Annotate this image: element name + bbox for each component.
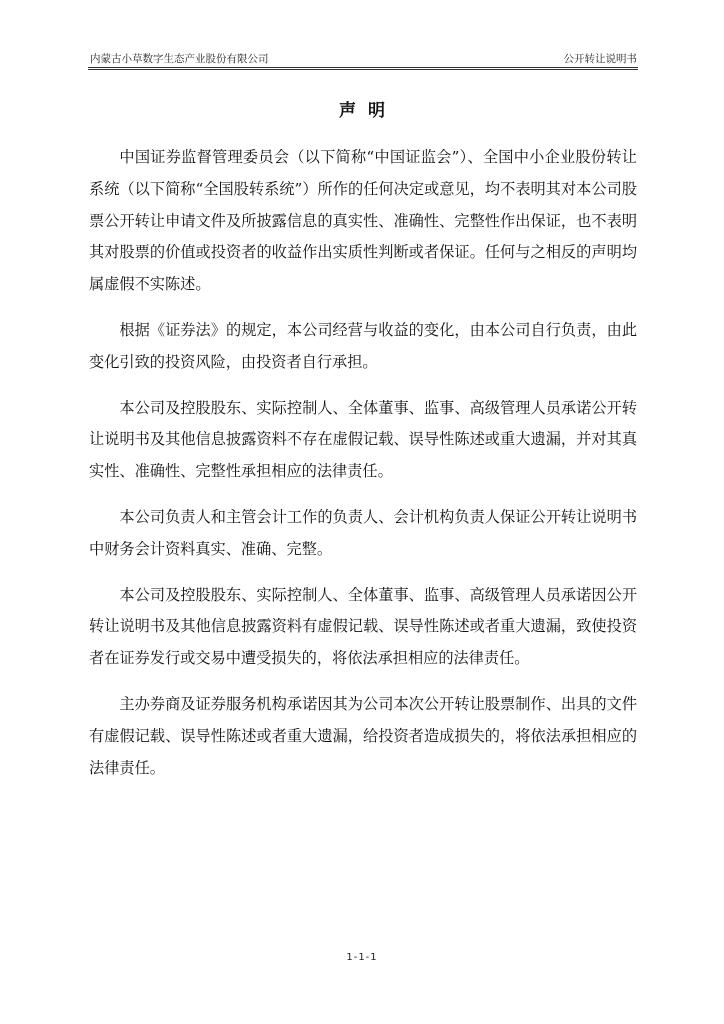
header-divider: [88, 67, 638, 70]
header-company-name: 内蒙古小草数字生态产业股份有限公司: [90, 53, 269, 65]
page-title: 声明: [339, 101, 397, 121]
page-header: [90, 52, 637, 68]
paragraph-5: 本公司及控股股东、实际控制人、全体董事、监事、高级管理人员承诺因公开转让说明书及其他信息披露资料有虚假记载、误导性陈述或者重大遗漏，致使投资者在证券发行或交易中遭受损失的，将依法承担相应的法律责任。: [89, 585, 637, 668]
paragraph-1: 中国证券监督管理委员会（以下简称“中国证监会”）、全国中小企业股份转让系统（以下简称“全国股转系统”）所作的任何决定或意见，均不表明其对本公司股票公开转让申请文件及所披露信息的真实性、准确性、完整性作出保证，也不表明其对股票的价值或投资者的收益作出实质性判断或者保证。任何与之相反的声明均属虚假不实陈述。: [89, 148, 637, 294]
paragraph-3: 本公司及控股股东、实际控制人、全体董事、监事、高级管理人员承诺公开转让说明书及其他信息披露资料不存在虚假记载、误导性陈述或重大遗漏，并对其真实性、准确性、完整性承担相应的法律责任。: [89, 398, 637, 481]
paragraph-6: 主办券商及证券服务机构承诺因其为公司本次公开转让股票制作、出具的文件有虚假记载、误导性陈述或者重大遗漏，给投资者造成损失的，将依法承担相应的法律责任。: [89, 694, 637, 777]
header-document-type: 公开转让说明书: [563, 53, 637, 65]
paragraph-4: 本公司负责人和主管会计工作的负责人、会计机构负责人保证公开转让说明书中财务会计资料真实、准确、完整。: [89, 507, 637, 558]
declaration-body: [89, 142, 637, 798]
page-number: 1-1-1: [346, 952, 378, 963]
paragraph-2: 根据《证券法》的规定，本公司经营与收益的变化，由本公司自行负责，由此变化引致的投资风险，由投资者自行承担。: [89, 320, 637, 371]
